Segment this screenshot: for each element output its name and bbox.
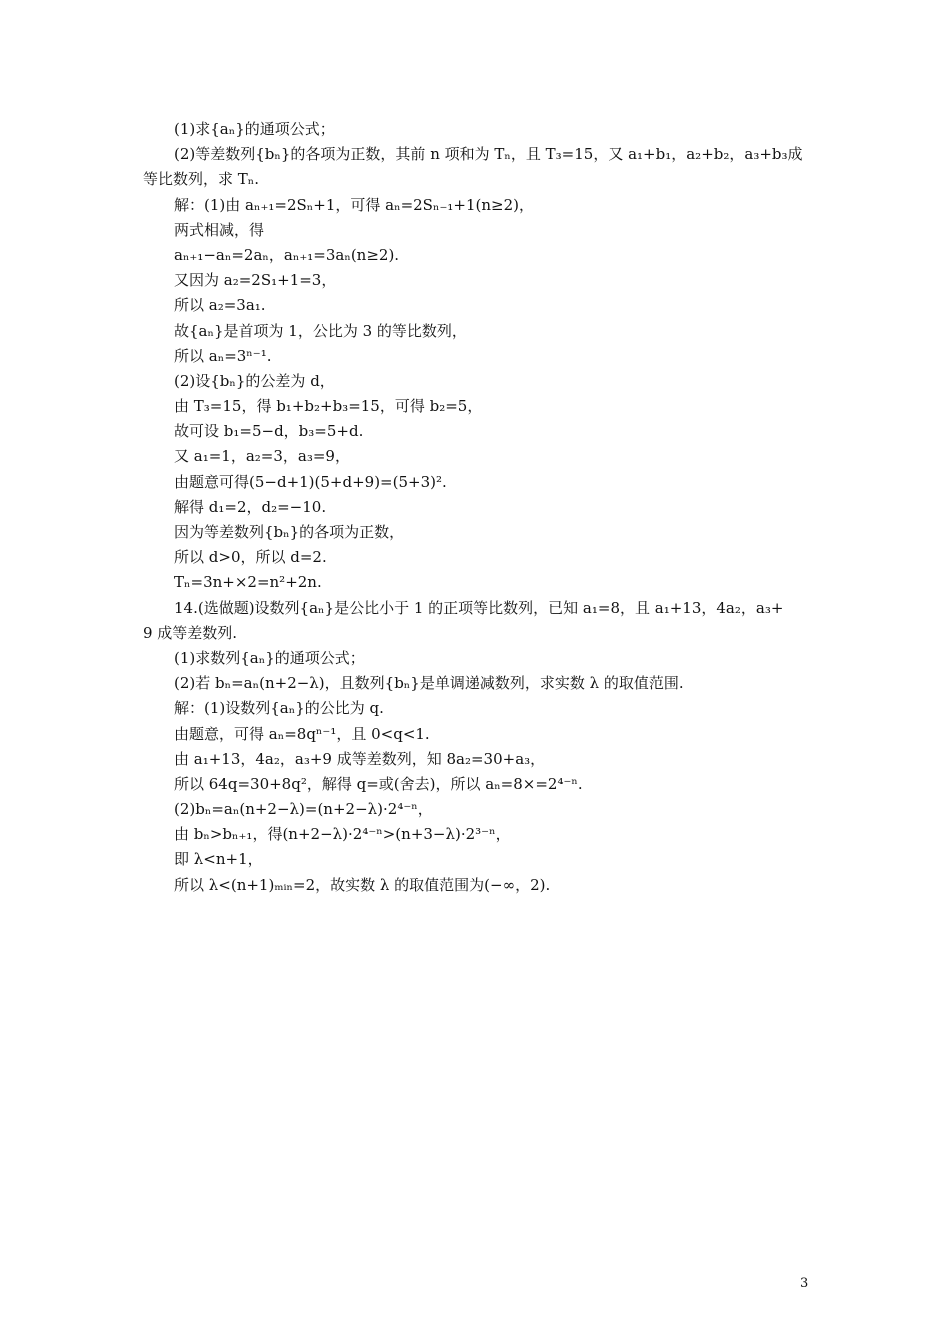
text-line: 9 成等差数列. <box>143 623 238 642</box>
text-line: 解：(1)设数列{aₙ}的公比为 q. <box>174 699 384 718</box>
text-line: 由 T₃=15，得 b₁+b₂+b₃=15，可得 b₂=5， <box>174 397 483 416</box>
text-line: (2)设{bₙ}的公差为 d， <box>174 371 335 390</box>
text-line: 所以 λ<(n+1)ₘᵢₙ=2，故实数 λ 的取值范围为(−∞，2). <box>174 875 551 894</box>
text-line: 由 a₁+13，4a₂，a₃+9 成等差数列，知 8a₂=30+a₃， <box>174 749 546 768</box>
text-line: 所以 64q=30+8q²，解得 q=或(舍去)，所以 aₙ=8×=2⁴⁻ⁿ. <box>174 774 583 793</box>
text-line: 即 λ<n+1， <box>174 850 263 869</box>
text-line: 两式相减，得 <box>174 220 265 239</box>
text-line: 故{aₙ}是首项为 1，公比为 3 的等比数列， <box>174 321 467 340</box>
text-line: 所以 aₙ=3ⁿ⁻¹. <box>174 346 272 365</box>
text-line: (2)bₙ=aₙ(n+2−λ)=(n+2−λ)·2⁴⁻ⁿ， <box>174 800 433 819</box>
text-line: 14.(选做题)设数列{aₙ}是公比小于 1 的正项等比数列，已知 a₁=8，且 a₁+13，4a₂，a₃+ <box>174 598 784 617</box>
text-line: (2)若 bₙ=aₙ(n+2−λ)，且数列{bₙ}是单调递减数列，求实数 λ 的取值范围. <box>174 674 684 693</box>
page-body <box>143 117 808 898</box>
text-line: aₙ₊₁−aₙ=2aₙ，aₙ₊₁=3aₙ(n≥2). <box>174 245 400 264</box>
text-line: (2)等差数列{bₙ}的各项为正数，其前 n 项和为 Tₙ，且 T₃=15，又 a₁+b₁，a₂+b₂，a₃+b₃成 <box>174 145 803 164</box>
text-line: 所以 d>0，所以 d=2. <box>174 548 327 567</box>
text-line: (1)求数列{aₙ}的通项公式； <box>174 648 365 667</box>
text-line: 由 bₙ>bₙ₊₁，得(n+2−λ)·2⁴⁻ⁿ>(n+3−λ)·2³⁻ⁿ， <box>174 825 511 844</box>
page-number: 3 <box>800 1276 809 1291</box>
text-line: 又因为 a₂=2S₁+1=3， <box>174 271 337 290</box>
text-line: 故可设 b₁=5−d，b₃=5+d. <box>174 422 364 441</box>
text-line: 所以 a₂=3a₁. <box>174 296 266 315</box>
text-line: 解：(1)由 aₙ₊₁=2Sₙ+1，可得 aₙ=2Sₙ₋₁+1(n≥2)， <box>174 195 534 214</box>
text-line: 由题意可得(5−d+1)(5+d+9)=(5+3)². <box>174 472 447 491</box>
text-line: 又 a₁=1，a₂=3，a₃=9， <box>174 447 350 466</box>
text-line: (1)求{aₙ}的通项公式； <box>174 120 335 138</box>
text-line: 解得 d₁=2，d₂=−10. <box>174 497 327 516</box>
text-line: 等比数列，求 Tₙ. <box>143 170 260 189</box>
text-line: 因为等差数列{bₙ}的各项为正数， <box>174 523 405 541</box>
text-line: Tₙ=3n+×2=n²+2n. <box>174 573 322 592</box>
text-line: 由题意，可得 aₙ=8qⁿ⁻¹，且 0<q<1. <box>174 724 430 743</box>
